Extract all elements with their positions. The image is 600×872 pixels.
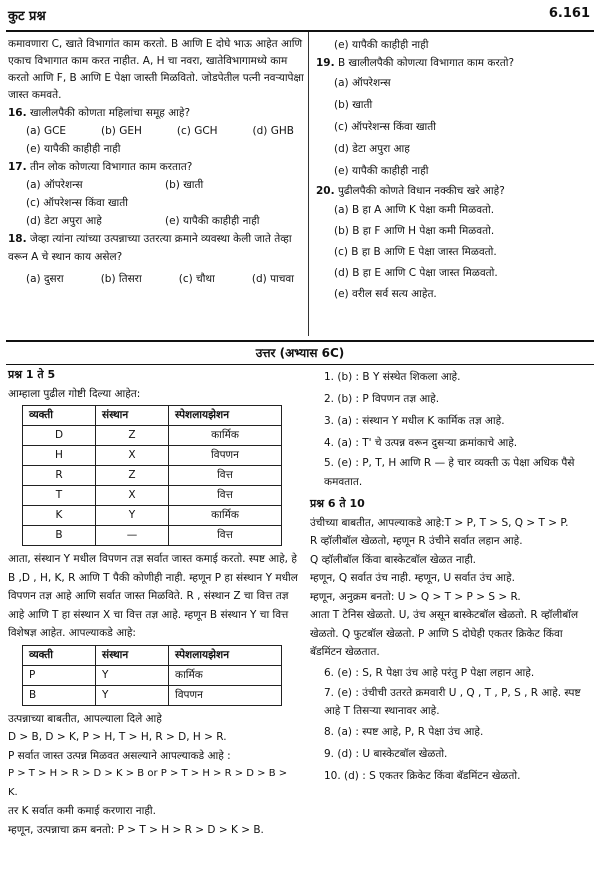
- option: (b) तिसरा: [100, 273, 142, 285]
- explanation-paragraph: आता, संस्थान Y मधील विपणन तज्ञ सर्वात जास्त कमाई करतो. स्पष्ट आहे, हे B ,D , H, K, R आणि T पैकी कोणीही नाही. म्हणून P हा संस्थान Y मधील विपणन तज्ञ आहे आणि सर्वात जास्त मिळविते. R , संस्थान Z चा वित्त तज्ञ आहे आणि T हा संस्थान X चा वित्त तज्ञ आहे. म्हणून B संस्थान Y चा वित्त विशेषज्ञ आहेत. आपल्याकडे आहे:: [8, 553, 298, 639]
- q16-options: [8, 122, 304, 140]
- question-text: पुढीलपैकी कोणते विधान नक्कीच खरे आहे?: [337, 185, 505, 197]
- question-20: [316, 182, 594, 200]
- table-cell: X: [96, 486, 169, 506]
- header-rule: [6, 30, 594, 32]
- table-row: [23, 486, 282, 506]
- option: (b) खाती: [334, 99, 373, 111]
- table-assignments: [22, 405, 282, 546]
- table-row: [23, 506, 282, 526]
- table-cell: —: [96, 526, 169, 546]
- income-line: उत्पन्नाच्या बाबतीत, आपल्याला दिले आहे: [8, 712, 162, 725]
- option: (a) ऑपरेशन्स: [26, 179, 83, 191]
- option: (d) डेटा अपुरा आह: [334, 143, 410, 155]
- table-cell: B: [23, 685, 96, 705]
- question-number: 17.: [8, 161, 27, 173]
- question-16: [8, 104, 304, 122]
- question-number: 20.: [316, 185, 335, 197]
- answer-3: 3. (a) : संस्थान Y मधील K कार्मिक तज्ञ आहे.: [324, 415, 505, 427]
- income-line: P सर्वात जास्त उत्पन्न मिळवत असल्याने आपल्याकडे आहे :: [8, 749, 231, 762]
- table-cell: वित्त: [169, 526, 282, 546]
- table-header: संस्थान: [96, 645, 169, 665]
- answers-left-column: [8, 366, 300, 839]
- question-18: [8, 230, 304, 266]
- option: (d) पाचवा: [251, 273, 294, 285]
- option: (b) GEH: [101, 125, 142, 137]
- option: (c) ऑपरेशन्स किंवा खाती: [26, 197, 128, 209]
- table-header: स्पेशलायझेशन: [169, 645, 282, 665]
- table-cell: Y: [96, 665, 169, 685]
- answer-7: 7. (e) : उंचीची उतरते क्रमवारी U , Q , T , P, S , R आहे. स्पष्ट आहे T तिसऱ्या स्थानावर आहे.: [324, 686, 581, 717]
- option: (a) B हा A आणि K पेक्षा कमी मिळवतो.: [334, 204, 495, 216]
- table-header: संस्थान: [96, 406, 169, 426]
- question-number: 16.: [8, 107, 27, 119]
- table-cell: H: [23, 446, 96, 466]
- explanation-line: म्हणून, Q सर्वात उंच नाही. म्हणून, U सर्वात उंच आहे.: [310, 572, 515, 584]
- option: (b) B हा F आणि H पेक्षा कमी मिळवतो.: [334, 225, 495, 237]
- question-number: 18.: [8, 233, 27, 245]
- question-19: [316, 54, 594, 72]
- answer-9: 9. (d) : U बास्केटबॉल खेळतो.: [324, 747, 448, 760]
- answer-1: 1. (b) : B Y संस्थेत शिकला आहे.: [324, 371, 461, 383]
- left-question-column: [8, 36, 304, 288]
- section-heading: प्रश्न 1 ते 5: [8, 368, 56, 381]
- table-cell: B: [23, 526, 96, 546]
- table-cell: विपणन: [169, 446, 282, 466]
- option: (d) डेटा अपुरा आहे: [26, 215, 102, 227]
- option: (a) GCE: [26, 125, 67, 137]
- answers-section-title: उत्तर (अभ्यास 6C): [6, 340, 594, 365]
- intro-paragraph: कमावणारा C, खाते विभागांत काम करतो. B आणि E दोघे भाऊ आहेत आणि एकाच विभागात काम करत नाहीत. A, H चा नवरा, खातेविभागामध्ये काम करतो आणि F, B आणि E पेक्षा जास्ती मिळवितो. जोडपेतील पत्नी नवऱ्यापेक्षा जास्त कमवते.: [8, 38, 304, 101]
- table-cell: वित्त: [169, 486, 282, 506]
- table-cell: Z: [96, 426, 169, 446]
- answer-2: 2. (b) : P विपणन तज्ञ आहे.: [324, 393, 440, 405]
- q17-options-2: [8, 212, 304, 230]
- table-header: व्यक्ती: [23, 406, 96, 426]
- column-divider: [308, 32, 309, 336]
- explanation-paragraph: आता T टेनिस खेळतो. U, उंच असून बास्केटबॉल खेळतो. R व्हॉलीबॉल खेळतो. Q फुटबॉल खेळतो. P आणि S दोघेही एकतर क्रिकेट किंवा बॅडमिंटन खेळतात.: [310, 609, 579, 658]
- table-cell: K: [23, 506, 96, 526]
- table-cell: विपणन: [169, 685, 282, 705]
- page-header-title: कुट प्रश्न: [8, 9, 46, 24]
- option: (e) यापैकी काहीही नाही: [334, 39, 429, 51]
- option: (e) यापैकी काहीही नाही: [26, 143, 121, 155]
- table-row: [23, 426, 282, 446]
- table-cell: D: [23, 426, 96, 446]
- income-line: तर K सर्वात कमी कमाई करणारा नाही.: [8, 805, 156, 817]
- table-cell: P: [23, 665, 96, 685]
- option: (e) वरील सर्व सत्य आहेत.: [334, 288, 437, 300]
- given-text: आम्हाला पुढील गोष्टी दिल्या आहेत:: [8, 387, 141, 400]
- table-cell: कार्मिक: [169, 426, 282, 446]
- question-text: जेव्हा त्यांना त्यांच्या उत्पन्नाच्या उतरत्या क्रमाने व्यवस्था केली जाते तेव्हा वरून A चे स्थान काय असेल?: [8, 233, 292, 263]
- option: (a) ऑपरेशन्स: [334, 77, 391, 89]
- question-17: [8, 158, 304, 176]
- option: (c) ऑपरेशन्स किंवा खाती: [334, 121, 436, 133]
- answer-5: 5. (e) : P, T, H आणि R — हे चार व्यक्ती ऊ पेक्षा अधिक पैसे कमवतात.: [324, 457, 575, 488]
- option: (e) यापैकी काहीही नाही: [165, 215, 260, 227]
- table-header: स्पेशलायझेशन: [169, 406, 282, 426]
- explanation-line: म्हणून, अनुक्रम बनतो: U > Q > T > P > S > R.: [310, 590, 521, 603]
- question-text: तीन लोक कोणत्या विभागात काम करतात?: [29, 161, 193, 173]
- income-line: म्हणून, उत्पन्नाचा क्रम बनतो: P > T > H > R > D > K > B.: [8, 823, 264, 836]
- answers-right-column: [310, 366, 594, 787]
- option: (c) B हा B आणि E पेक्षा जास्त मिळवतो.: [334, 246, 497, 258]
- question-number: 19.: [316, 57, 335, 69]
- question-text: खालीलपैकी कोणता महिलांचा समूह आहे?: [29, 107, 191, 119]
- table-row: [23, 685, 282, 705]
- page-number: 6.161: [548, 6, 590, 21]
- option: (a) दुसरा: [26, 273, 64, 285]
- income-line: P > T > H > R > D > K > B or P > T > H > R > D > B > K.: [8, 768, 288, 798]
- right-question-column: [316, 36, 594, 305]
- answer-10: 10. (d) : S एकतर क्रिकेट किंवा बॅडमिंटन खेळतो.: [324, 769, 521, 782]
- option: (d) GHB: [252, 125, 294, 137]
- explanation-line: उंचीच्या बाबतीत, आपल्याकडे आहे:T > P, T > S, Q > T > P.: [310, 516, 569, 529]
- answer-8: 8. (a) : स्पष्ट आहे, P, R पेक्षा उंच आहे.: [324, 725, 484, 738]
- section-heading: प्रश्न 6 ते 10: [310, 497, 365, 510]
- option: (d) B हा E आणि C पेक्षा जास्त मिळवतो.: [334, 267, 498, 279]
- table-cell: कार्मिक: [169, 665, 282, 685]
- question-text: B खालीलपैकी कोणत्या विभागात काम करतो?: [337, 57, 515, 69]
- table-cell: Y: [96, 506, 169, 526]
- table-row: [23, 665, 282, 685]
- table-row: [23, 526, 282, 546]
- income-line: D > B, D > K, P > H, T > H, R > D, H > R.: [8, 731, 227, 743]
- table-cell: T: [23, 486, 96, 506]
- answer-6: 6. (e) : S, R पेक्षा उंच आहे परंतु P पेक्षा लहान आहे.: [324, 666, 535, 679]
- explanation-line: Q व्हॉलीबॉल किंवा बास्केटबॉल खेळत नाही.: [310, 553, 477, 566]
- q18-options: [8, 270, 304, 288]
- table-cell: वित्त: [169, 466, 282, 486]
- table-row: [23, 466, 282, 486]
- table-header: व्यक्ती: [23, 645, 96, 665]
- option: (b) खाती: [165, 179, 204, 191]
- table-cell: Z: [96, 466, 169, 486]
- table-summary: [22, 645, 282, 706]
- table-row: [23, 446, 282, 466]
- table-cell: कार्मिक: [169, 506, 282, 526]
- table-cell: R: [23, 466, 96, 486]
- explanation-line: R व्हॉलीबॉल खेळतो, म्हणून R उंचीने सर्वात लहान आहे.: [310, 535, 523, 547]
- option: (e) यापैकी काहीही नाही: [334, 165, 429, 177]
- option: (c) चौथा: [178, 273, 215, 285]
- table-cell: Y: [96, 685, 169, 705]
- table-cell: X: [96, 446, 169, 466]
- option: (c) GCH: [176, 125, 218, 137]
- answer-4: 4. (a) : T' चे उत्पन्न वरून दुसऱ्या क्रमांकाचे आहे.: [324, 437, 518, 449]
- q17-options: [8, 176, 304, 194]
